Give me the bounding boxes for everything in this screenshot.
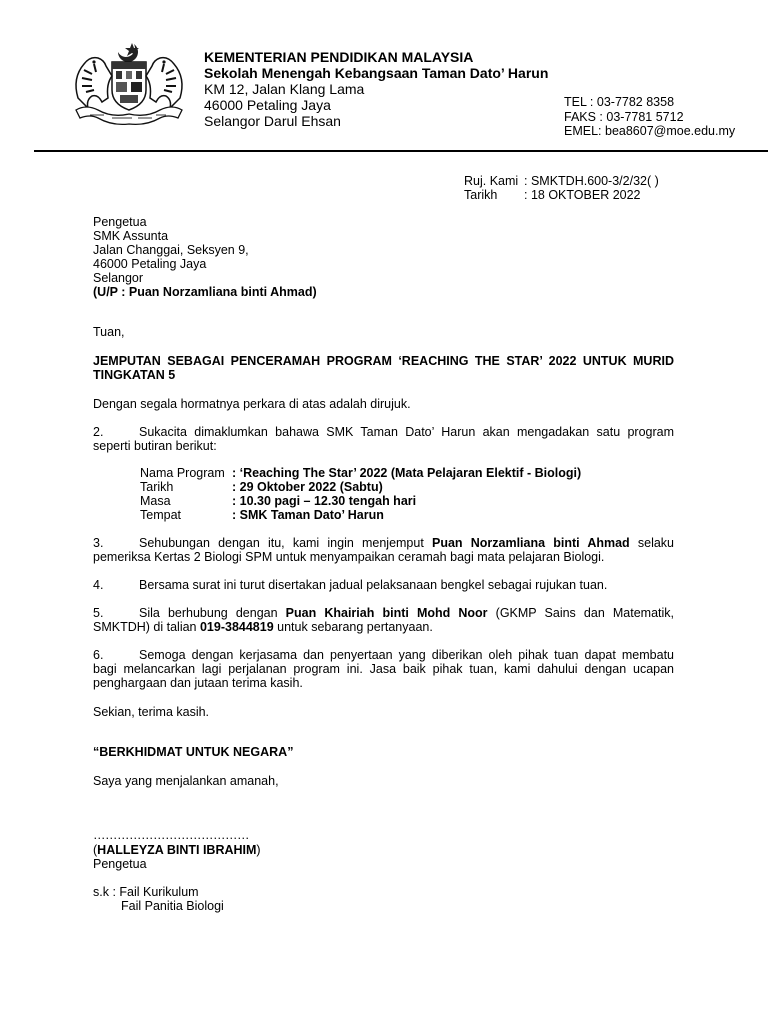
recipient-line-1: Pengetua xyxy=(93,215,147,229)
address-line-3: Selangor Darul Ehsan xyxy=(204,113,341,129)
detail-date-value: : 29 Oktober 2022 (Sabtu) xyxy=(232,480,383,494)
paragraph-5-text-c: SMKTDH) di talian xyxy=(93,620,200,634)
paragraph-5-text-a: Sila berhubung dengan xyxy=(139,606,286,620)
paragraph-3-text-a: Sehubungan dengan itu, kami ingin menjemput xyxy=(139,536,432,550)
detail-program-value: : ‘Reaching The Star’ 2022 (Mata Pelajaran Elektif - Biologi) xyxy=(232,466,582,480)
email-label: EMEL: xyxy=(564,124,605,138)
paragraph-2-line-1 xyxy=(93,425,674,440)
cc-line-2: Fail Panitia Biologi xyxy=(121,899,224,913)
signatory-paren-open: ( xyxy=(93,843,98,857)
paragraph-5-number: 5. xyxy=(93,606,104,620)
paragraph-4-number: 4. xyxy=(93,578,104,592)
signature-line: ………………………………… xyxy=(93,828,249,842)
detail-program-label: Nama Program xyxy=(140,466,225,480)
ministry-name: KEMENTERIAN PENDIDIKAN MALAYSIA xyxy=(204,49,474,65)
detail-program xyxy=(140,466,581,481)
fax: FAKS : 03-7781 5712 xyxy=(564,110,684,124)
date-value: : 18 OKTOBER 2022 xyxy=(524,188,641,202)
address-line-2: 46000 Petaling Jaya xyxy=(204,97,331,113)
signatory-title: Pengetua xyxy=(93,857,147,871)
detail-time-value: : 10.30 pagi – 12.30 tengah hari xyxy=(232,494,417,508)
paragraph-6-text: Semoga dengan kerjasama dan penyertaan yang diberikan oleh pihak tuan dapat membatu xyxy=(139,648,674,662)
telephone: TEL : 03-7782 8358 xyxy=(564,95,675,109)
school-name: Sekolah Menengah Kebangsaan Taman Dato’ Harun xyxy=(204,65,549,81)
recipient-line-3: Jalan Changgai, Seksyen 9, xyxy=(93,243,249,257)
date-label: Tarikh xyxy=(464,188,498,202)
detail-venue-value: : SMK Taman Dato’ Harun xyxy=(232,508,384,522)
recipient-attention: (U/P : Puan Norzamliana binti Ahmad) xyxy=(93,285,317,299)
detail-venue xyxy=(140,508,384,523)
paragraph-3-text-b: selaku xyxy=(629,536,674,550)
header-divider xyxy=(34,150,768,152)
reference-label: Ruj. Kami xyxy=(464,174,519,188)
recipient-line-4: 46000 Petaling Jaya xyxy=(93,257,207,271)
closing-thanks: Sekian, terima kasih. xyxy=(93,705,210,719)
paragraph-4 xyxy=(93,578,607,593)
coat-of-arms-logo xyxy=(68,40,190,126)
subject-line-1: JEMPUTAN SEBAGAI PENCERAMAH PROGRAM ‘REACHING THE STAR’ 2022 UNTUK MURID xyxy=(93,354,674,368)
paragraph-6-line-1 xyxy=(93,648,674,663)
letter-date xyxy=(464,188,641,203)
email-address: bea8607@moe.edu.my xyxy=(605,124,736,138)
paragraph-2-line-2: seperti butiran berikut: xyxy=(93,439,217,453)
paragraph-3-number: 3. xyxy=(93,536,104,550)
salutation: Tuan, xyxy=(93,325,125,339)
paragraph-6-number: 6. xyxy=(93,648,104,662)
paragraph-5-line-2 xyxy=(93,620,433,635)
recipient-line-2: SMK Assunta xyxy=(93,229,169,243)
address-line-1: KM 12, Jalan Klang Lama xyxy=(204,81,365,97)
reference-number xyxy=(464,174,659,189)
cc-line-1: s.k : Fail Kurikulum xyxy=(93,885,199,899)
recipient-line-5: Selangor xyxy=(93,271,144,285)
paragraph-6-line-3: penghargaan dan jutaan terima kasih. xyxy=(93,676,303,690)
paragraph-5-text-b: (GKMP Sains dan Matematik, xyxy=(487,606,675,620)
detail-time xyxy=(140,494,416,509)
paragraph-4-text: Bersama surat ini turut disertakan jadual pelaksanaan bengkel sebagai rujukan tuan. xyxy=(139,578,608,592)
paragraph-2-text: Sukacita dimaklumkan bahawa SMK Taman Dato’ Harun akan mengadakan satu program xyxy=(139,425,674,439)
paragraph-1: Dengan segala hormatnya perkara di atas adalah dirujuk. xyxy=(93,397,411,411)
paragraph-6-line-2: bagi melancarkan lagi perjalanan program ini. Jasa baik pihak tuan, kami dahului dengan ucapan xyxy=(93,662,674,676)
detail-time-label: Masa xyxy=(140,494,171,508)
detail-date xyxy=(140,480,383,495)
detail-venue-label: Tempat xyxy=(140,508,181,522)
paragraph-5-line-1 xyxy=(93,606,674,621)
invitee-name: Puan Norzamliana binti Ahmad xyxy=(431,536,630,550)
motto: “BERKHIDMAT UNTUK NEGARA” xyxy=(93,745,294,759)
reference-value: : SMKTDH.600-3/2/32( ) xyxy=(524,174,659,188)
paragraph-2-number: 2. xyxy=(93,425,104,439)
signatory-paren-close: ) xyxy=(256,843,261,857)
paragraph-3-line-1 xyxy=(93,536,674,551)
trust-statement: Saya yang menjalankan amanah, xyxy=(93,774,279,788)
paragraph-5-text-d: untuk sebarang pertanyaan. xyxy=(273,620,433,634)
subject-line-2: TINGKATAN 5 xyxy=(93,368,176,382)
email xyxy=(564,124,735,139)
contact-phone: 019-3844819 xyxy=(199,620,274,634)
contact-person-name: Puan Khairiah binti Mohd Noor xyxy=(285,606,488,620)
signatory-name xyxy=(93,843,261,858)
signatory-name-text: HALLEYZA BINTI IBRAHIM xyxy=(97,843,257,857)
detail-date-label: Tarikh xyxy=(140,480,174,494)
paragraph-3-line-2: pemeriksa Kertas 2 Biologi SPM untuk menyampaikan ceramah bagi mata pelajaran Biologi. xyxy=(93,550,605,564)
